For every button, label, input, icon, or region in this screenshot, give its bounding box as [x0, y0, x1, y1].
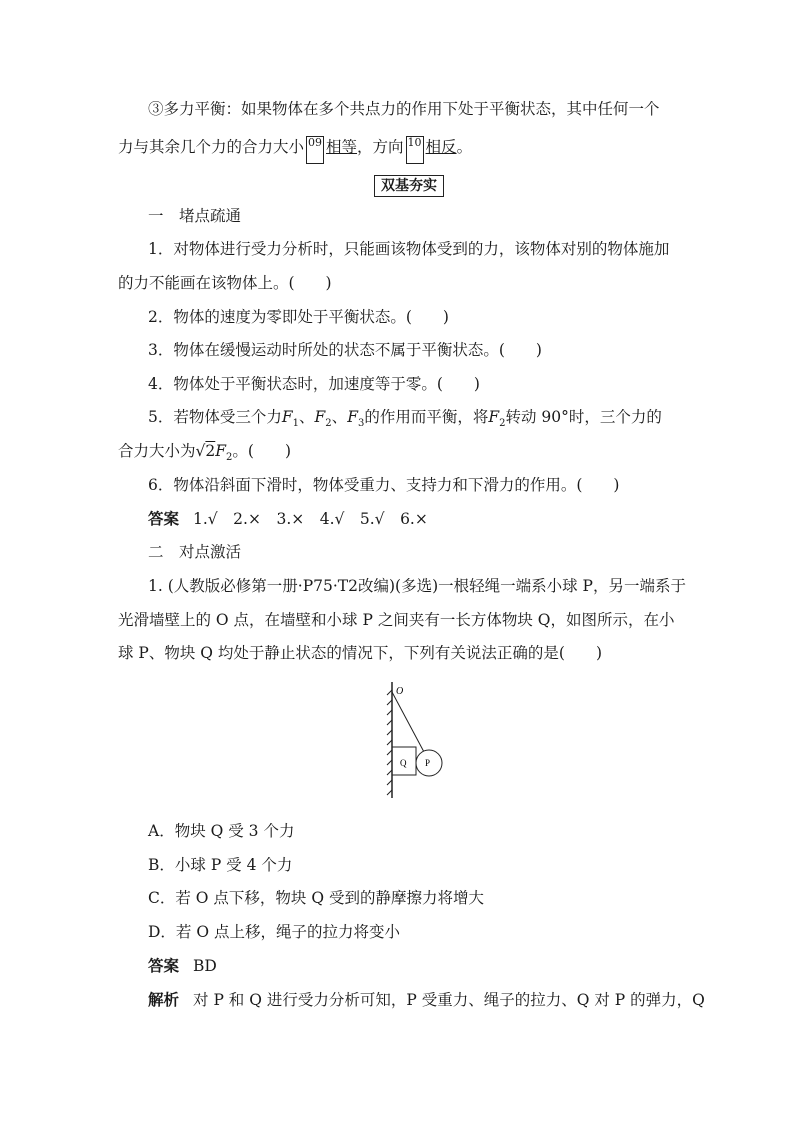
answer-line-1: 答案 1.√ 2.× 3.× 4.√ 5.√ 6.×	[148, 509, 428, 528]
question-3: 3．物体在缓慢运动时所处的状态不属于平衡状态。( )	[148, 341, 542, 359]
question-4: 4．物体处于平衡状态时，加速度等于零。( )	[148, 375, 480, 393]
option-a: A．物块 Q 受 3 个力	[148, 822, 295, 840]
wall-block-ball-figure	[384, 680, 454, 802]
blank-answer-1: 相等	[326, 138, 358, 156]
problem-line-1: 1. (人教版必修第一册·P75·T2改编)(多选)一根轻绳一端系小球 P，另一端系于	[148, 577, 686, 595]
problem-line-3: 球 P、物块 Q 均处于静止状态的情况下，下列有关说法正确的是( )	[118, 644, 603, 662]
intro-line-1: ③多力平衡：如果物体在多个共点力的作用下处于平衡状态，其中任何一个	[148, 100, 660, 118]
question-5-line-2: 合力大小为$√2F_2$。( )	[118, 442, 292, 464]
block-q-label: Q	[400, 758, 407, 768]
question-1-line-2: 的力不能画在该物体上。( )	[118, 274, 332, 292]
ball-p-label: P	[425, 758, 431, 768]
question-6: 6．物体沿斜面下滑时，物体受重力、支持力和下滑力的作用。( )	[148, 476, 620, 494]
section2-title: 二 对点激活	[148, 543, 242, 561]
problem-line-2: 光滑墙壁上的 O 点，在墙壁和小球 P 之间夹有一长方体物块 Q，如图所示，在小	[118, 611, 675, 629]
question-5-line-1: 5．若物体受三个力$F_1$、$F_2$、$F_3$的作用而平衡，将$F_2$转动 90°时，三个力的	[148, 408, 662, 430]
option-d: D．若 O 点上移，绳子的拉力将变小	[148, 923, 400, 941]
question-1-line-1: 1．对物体进行受力分析时，只能画该物体受到的力，该物体对别的物体施加	[148, 240, 670, 258]
section-badge: 双基夯实	[374, 175, 444, 197]
analysis-label: 解析	[148, 990, 180, 1009]
answer-label: 答案	[148, 509, 180, 528]
blank-answer-2: 相反	[425, 138, 457, 156]
analysis-line: 解析 对 P 和 Q 进行受力分析可知，P 受重力、绳子的拉力、Q 对 P 的弹力，Q	[148, 990, 705, 1009]
question-2: 2．物体的速度为零即处于平衡状态。( )	[148, 308, 449, 326]
option-c: C．若 O 点下移，物块 Q 受到的静摩擦力将增大	[148, 889, 484, 907]
point-o-label: O	[396, 686, 404, 697]
sqrt2-f2-formula: $√2F_2$	[195, 442, 233, 464]
answer-line-2: 答案 BD	[148, 956, 217, 975]
option-b: B．小球 P 受 4 个力	[148, 856, 293, 874]
intro-line-2: 力与其余几个力的合力大小 09 相等，方向 10 相反。	[118, 136, 472, 164]
section1-title: 一 堵点疏通	[148, 207, 242, 225]
answer-label-2: 答案	[148, 956, 180, 975]
blank-number-10: 10	[406, 136, 424, 164]
blank-number-09: 09	[306, 136, 324, 164]
